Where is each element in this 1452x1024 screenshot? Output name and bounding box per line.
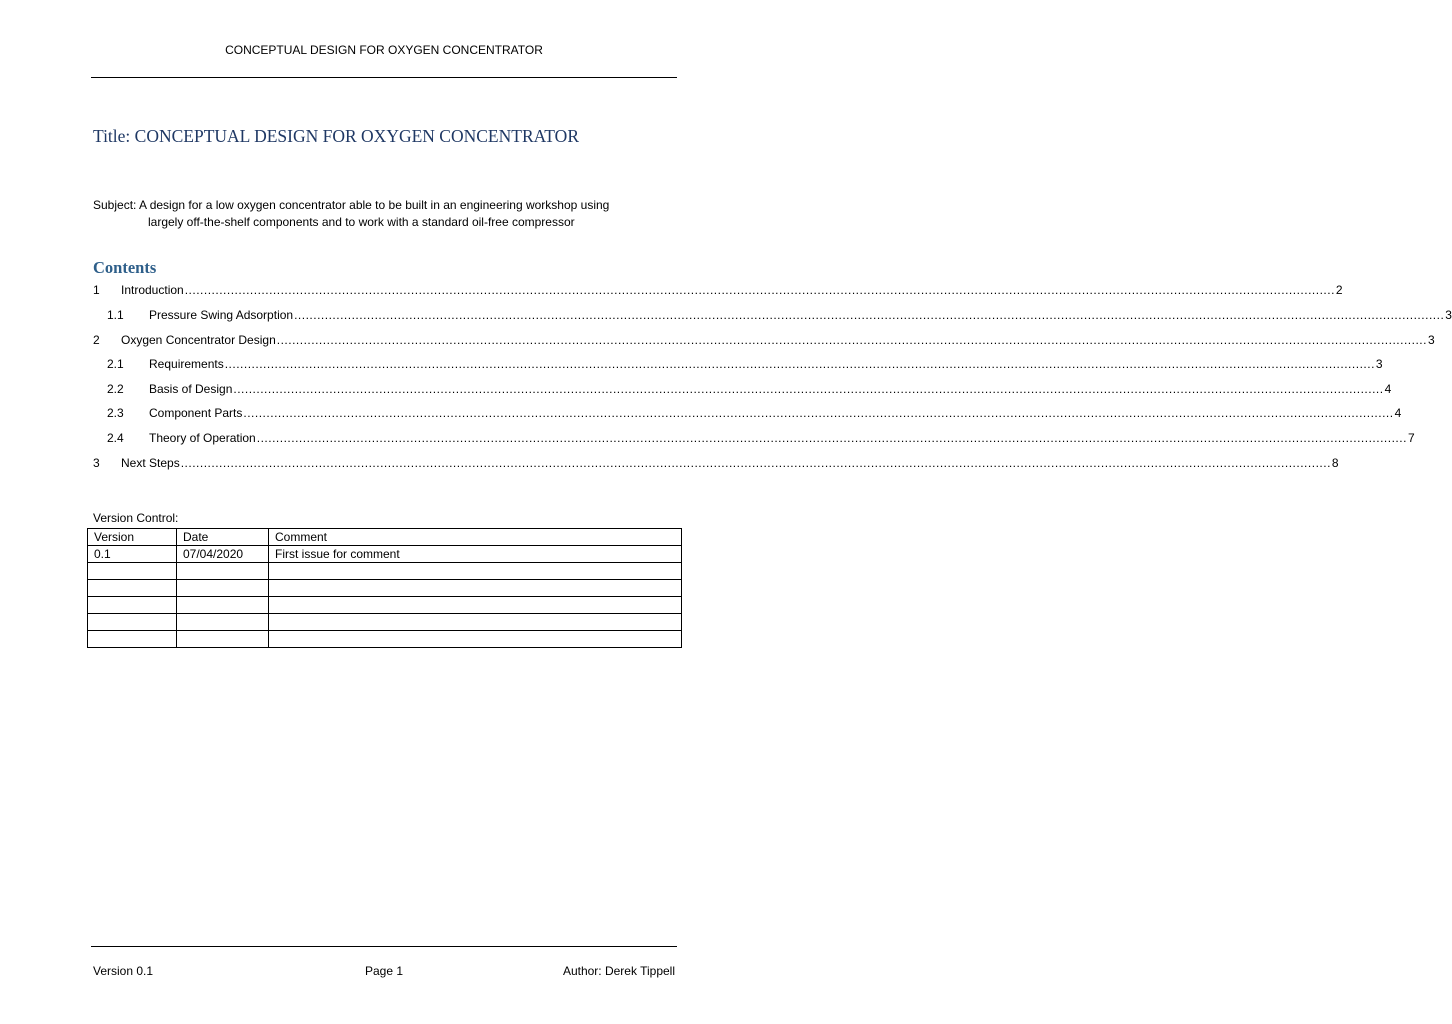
table-cell <box>177 631 269 648</box>
column-header: Date <box>177 529 269 546</box>
table-cell <box>269 563 682 580</box>
table-cell <box>177 580 269 597</box>
table-header-row <box>88 529 682 546</box>
toc-number: 2 <box>93 333 100 347</box>
toc-page: 2 <box>1335 283 1343 297</box>
table-cell <box>269 597 682 614</box>
table-cell: 0.1 <box>88 546 177 563</box>
footer-version: Version 0.1 <box>93 964 154 978</box>
toc-entry[interactable] <box>93 405 1402 421</box>
toc-number: 2.1 <box>107 357 124 371</box>
toc-number: 1 <box>93 283 100 297</box>
table-row <box>88 597 682 614</box>
toc-label: Theory of Operation <box>149 431 256 445</box>
footer-page-number: Page 1 <box>365 964 404 978</box>
toc-label: Next Steps <box>121 456 180 470</box>
table-cell <box>177 563 269 580</box>
column-header: Version <box>88 529 177 546</box>
table-cell: First issue for comment <box>269 546 682 563</box>
version-control-table <box>87 528 682 648</box>
subject-line-2: largely off-the-shelf components and to work with a standard oil-free compressor <box>148 214 575 229</box>
toc-leader: ............................................................................................................................................................................................................................................................................................................ <box>224 357 1375 371</box>
footer-rule <box>91 946 677 947</box>
table-cell <box>269 631 682 648</box>
header-rule <box>91 77 677 78</box>
toc-leader: ............................................................................................................................................................................................................................................................................................................ <box>233 382 1384 396</box>
table-cell <box>88 597 177 614</box>
toc-label: Introduction <box>121 283 184 297</box>
toc-leader: ............................................................................................................................................................................................................................................................................................................ <box>256 431 1407 445</box>
toc-number: 1.1 <box>107 308 124 322</box>
table-row <box>88 580 682 597</box>
table-row <box>88 546 682 563</box>
column-header: Comment <box>269 529 682 546</box>
toc-number: 3 <box>93 456 100 470</box>
toc-label: Oxygen Concentrator Design <box>121 333 276 347</box>
toc-label: Basis of Design <box>149 382 233 396</box>
toc-number: 2.3 <box>107 406 124 420</box>
toc-label: Requirements <box>149 357 224 371</box>
version-control-label: Version Control: <box>93 511 179 525</box>
toc-leader: ............................................................................................................................................................................................................................................................................................................ <box>184 283 1335 297</box>
toc-leader: ............................................................................................................................................................................................................................................................................................................ <box>180 456 1331 470</box>
toc-page: 3 <box>1375 357 1383 371</box>
toc-entry[interactable] <box>93 332 1435 348</box>
footer-author: Author: Derek Tippell <box>562 964 675 978</box>
contents-heading: Contents <box>93 258 157 277</box>
toc-page: 4 <box>1394 406 1402 420</box>
toc-label: Pressure Swing Adsorption <box>149 308 294 322</box>
subject-block <box>93 197 673 230</box>
table-cell <box>177 597 269 614</box>
toc-entry[interactable] <box>93 430 1415 446</box>
document-title: Title: CONCEPTUAL DESIGN FOR OXYGEN CONCENTRATOR <box>93 126 579 146</box>
table-cell <box>269 614 682 631</box>
toc-page: 3 <box>1427 333 1435 347</box>
toc-entry[interactable] <box>93 356 1383 372</box>
toc-number: 2.4 <box>107 431 124 445</box>
table-cell <box>88 614 177 631</box>
table-row <box>88 614 682 631</box>
toc-page: 7 <box>1407 431 1415 445</box>
toc-page: 8 <box>1331 456 1339 470</box>
toc-page: 4 <box>1384 382 1392 396</box>
table-cell <box>88 631 177 648</box>
toc-leader: ............................................................................................................................................................................................................................................................................................................ <box>276 333 1427 347</box>
toc-label: Component Parts <box>149 406 243 420</box>
toc-entry[interactable] <box>93 381 1392 397</box>
toc-leader: ............................................................................................................................................................................................................................................................................................................ <box>243 406 1394 420</box>
toc-page: 3 <box>1445 308 1452 322</box>
toc-entry[interactable] <box>93 455 1339 471</box>
table-cell <box>88 563 177 580</box>
table-row <box>88 631 682 648</box>
table-cell <box>269 580 682 597</box>
page-header: CONCEPTUAL DESIGN FOR OXYGEN CONCENTRATOR <box>225 43 543 57</box>
table-cell <box>88 580 177 597</box>
toc-entry[interactable] <box>93 307 1452 323</box>
toc-leader: ............................................................................................................................................................................................................................................................................................................ <box>294 308 1445 322</box>
table-row <box>88 563 682 580</box>
toc-entry[interactable] <box>93 282 1343 298</box>
subject-line-1: Subject: A design for a low oxygen concentrator able to be built in an engineering workshop using <box>93 198 610 212</box>
table-cell: 07/04/2020 <box>177 546 269 563</box>
table-cell <box>177 614 269 631</box>
toc-number: 2.2 <box>107 382 124 396</box>
